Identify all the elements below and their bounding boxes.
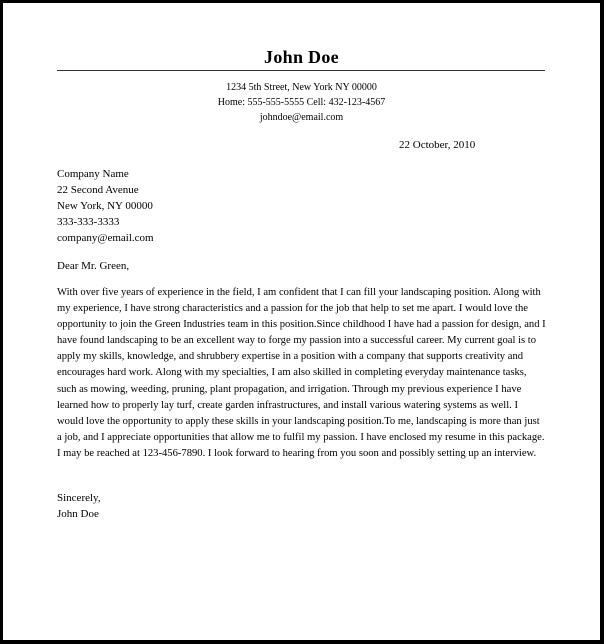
recipient-phone: 333-333-3333	[57, 216, 120, 228]
closing-block	[57, 490, 101, 522]
sender-email: johndoe@email.com	[259, 112, 344, 123]
letter-date: 22 October, 2010	[399, 139, 476, 151]
recipient-email: company@email.com	[57, 232, 154, 244]
recipient-city: New York, NY 00000	[57, 200, 153, 212]
salutation: Dear Mr. Green,	[57, 260, 130, 272]
header-divider	[57, 70, 545, 71]
sender-phones: Home: 555-555-5555 Cell: 432-123-4567	[217, 97, 386, 108]
letter-body-paragraph: With over five years of experience in the field, I am confident that I can fill your landscaping position. Along with my experience, I have strong characteristics and a passion for the job that help to set me apart. I would love the opportunity to join the Green Industries team in this position.Since childhood I have had a passion for design, and I have found landscaping to be an excellent way to forge my passion into a successful career. My current goal is to apply my skills, knowledge, and shrubbery expertise in a position with a company that supports creativity and encourages hard work. Along with my specialties, I am also skilled in completing everyday maintenance tasks, such as mowing, weeding, pruning, plant propagation, and irrigation. Through my previous experience I have learned how to properly lay turf, create garden infrastructures, and install various watering systems as well. I would love the opportunity to apply these skills in your landscaping position.To me, landscaping is more than just a job, and I appreciate opportunities that allow me to fulfil my passion. I have enclosed my resume in this package. I may be reached at 123-456-7890. I look forward to hearing from you soon and possibly setting up an interview.	[57, 287, 546, 459]
letter-page	[3, 3, 600, 640]
recipient-company: Company Name	[57, 168, 129, 180]
signature-name: John Doe	[57, 508, 99, 520]
recipient-street: 22 Second Avenue	[57, 184, 139, 196]
sender-address: 1234 5th Street, New York NY 00000	[226, 82, 377, 93]
recipient-block	[57, 166, 154, 246]
sender-name-heading: John Doe	[264, 47, 339, 67]
valediction: Sincerely,	[57, 492, 101, 504]
